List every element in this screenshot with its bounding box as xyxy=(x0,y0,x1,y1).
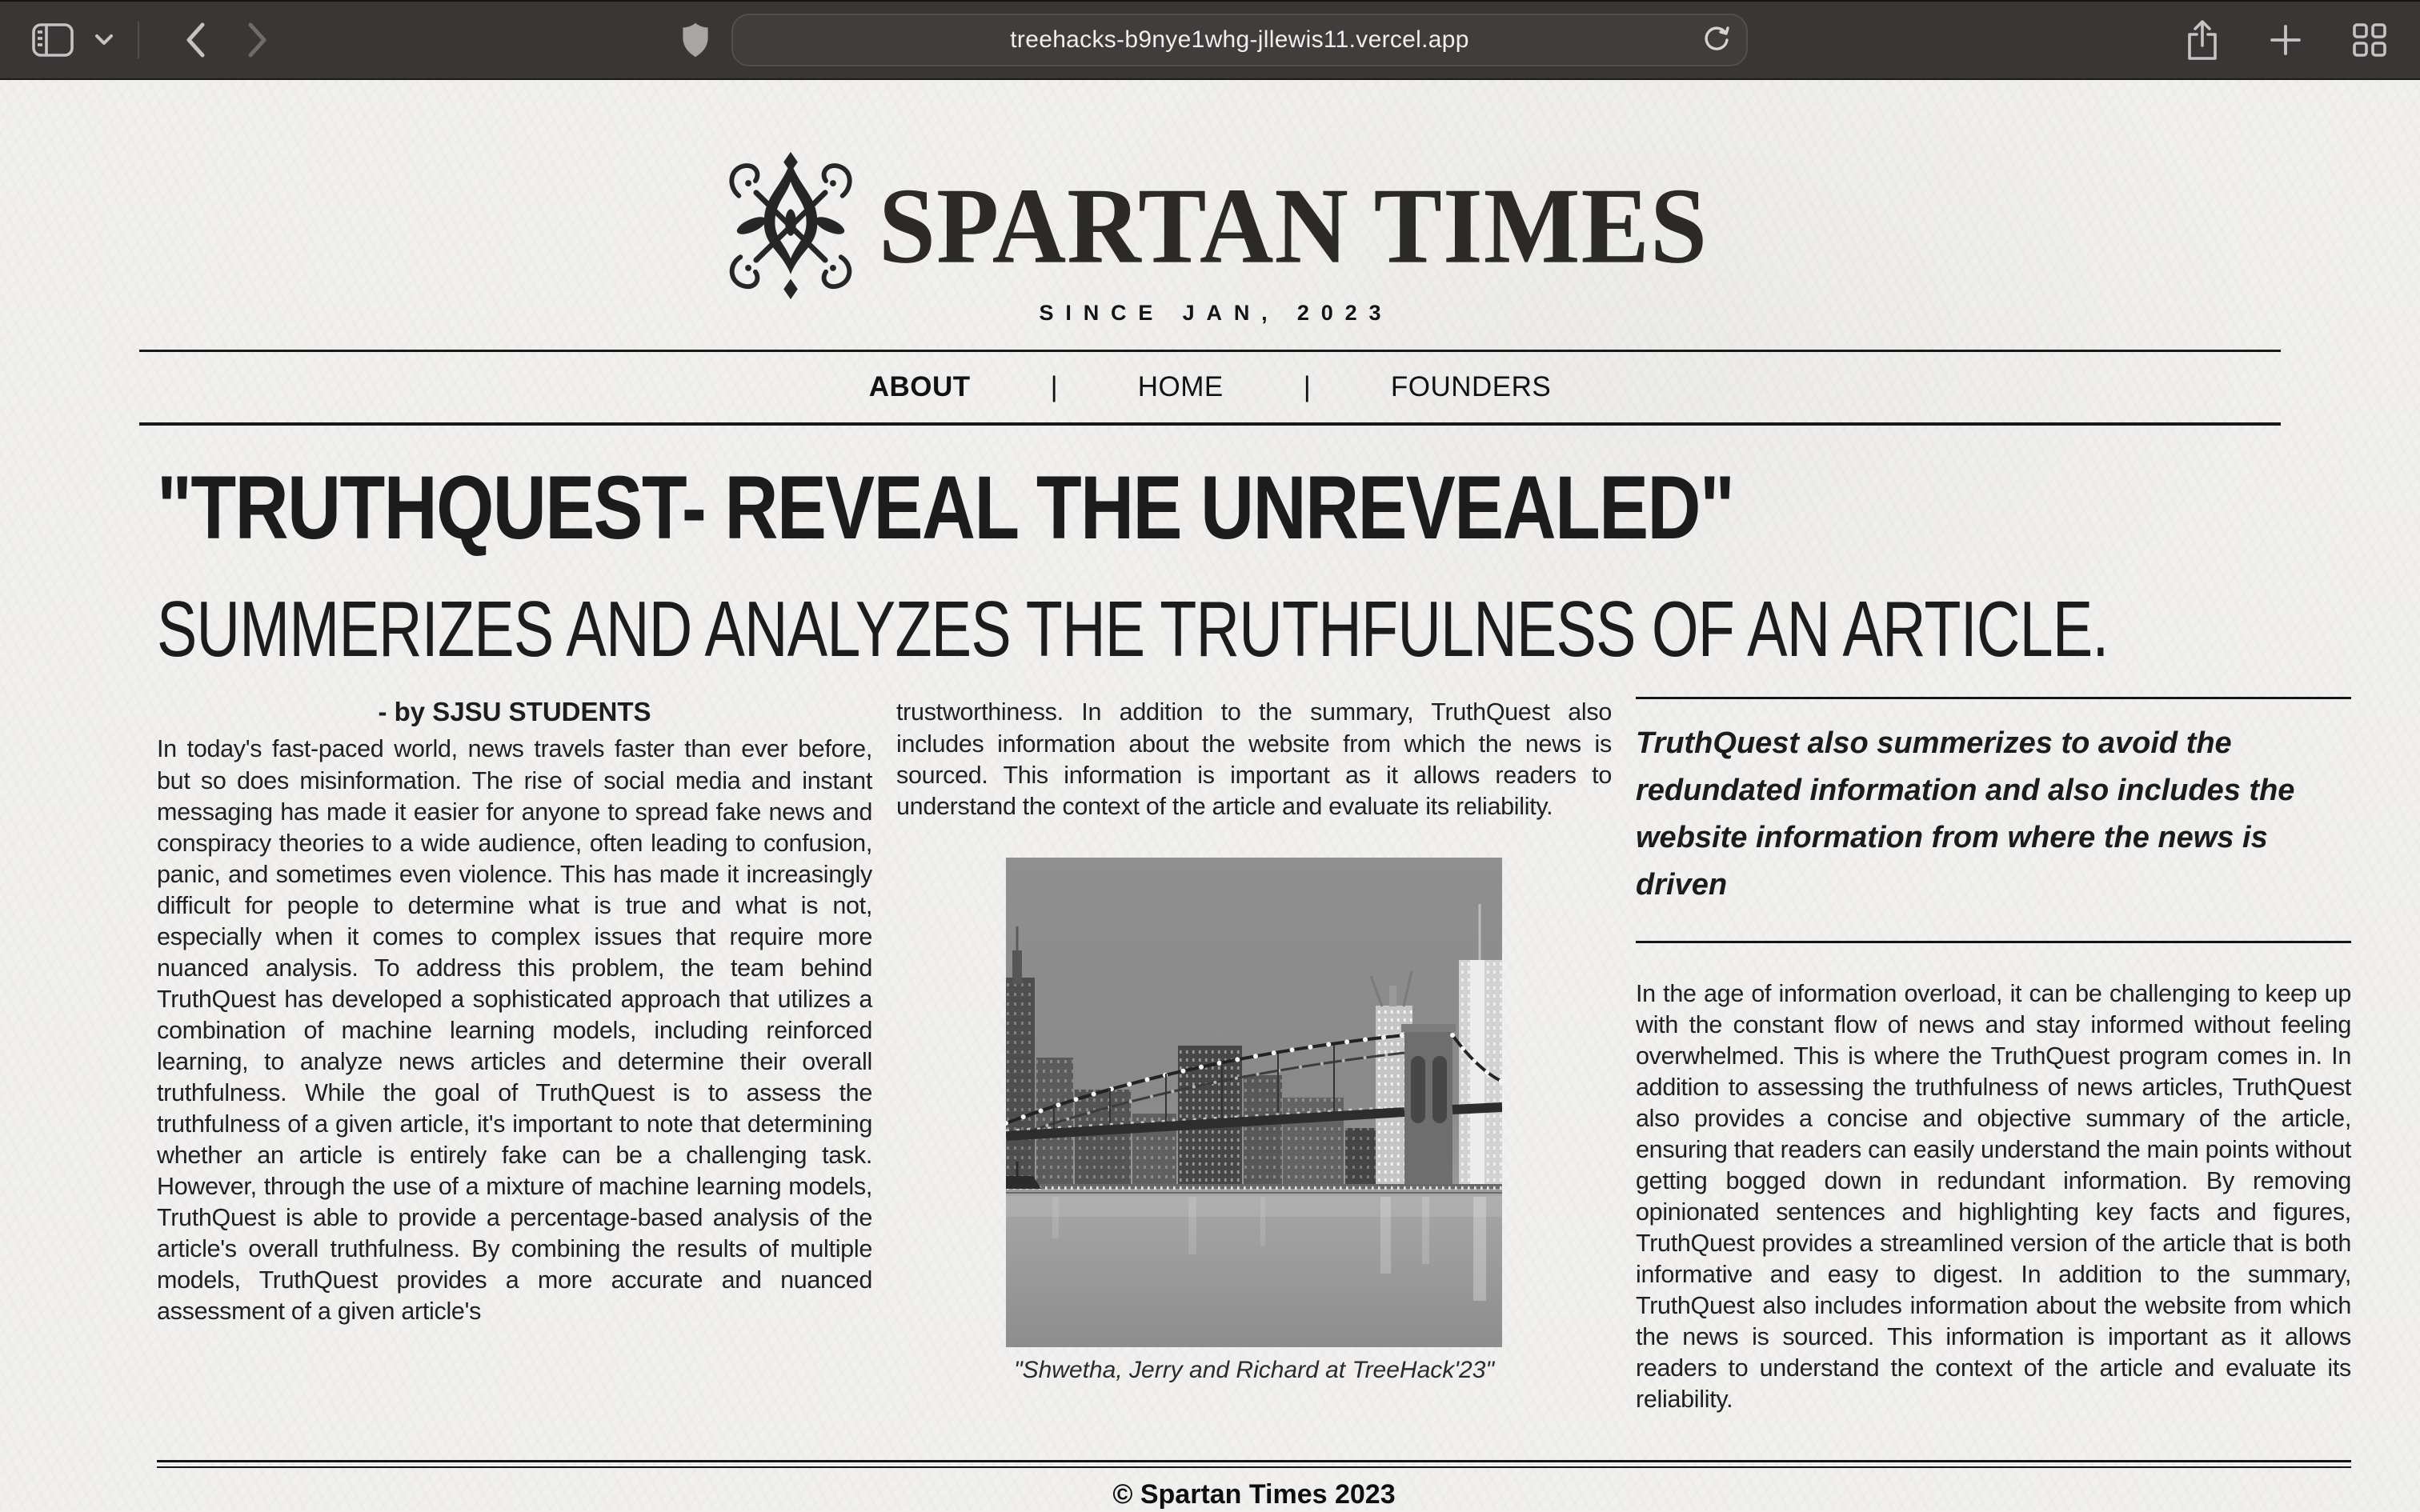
toolbar-right-group xyxy=(2185,18,2388,62)
article-content xyxy=(0,458,2420,1512)
column-2-text: trustworthiness. In addition to the summary, TruthQuest also includes information about the website from which the news is sourced. This information is important as it allows readers to understand the context of the article and evaluate its reliability. xyxy=(896,698,1612,820)
news-photo-figure xyxy=(896,858,1612,1384)
nav-bar xyxy=(139,350,2281,426)
chevron-left-icon xyxy=(184,22,206,58)
share-icon xyxy=(2185,18,2220,62)
forward-button[interactable] xyxy=(246,22,269,58)
grid-icon xyxy=(2351,22,2388,58)
pull-quote: TruthQuest also summerizes to avoid the redundated information and also includes the website information from where the news is driven xyxy=(1636,697,2351,943)
article-columns xyxy=(157,697,2351,1415)
new-tab-button[interactable] xyxy=(2268,22,2303,58)
plus-icon xyxy=(2268,22,2303,58)
chevron-right-icon xyxy=(246,22,269,58)
column-1-text: In today's fast-paced world, news travels faster than ever before, but so does misinformation. The rise of social media and instant messaging has made it easier for anyone to spread fake news and conspiracy theories to a wide audience, often leading to confusion, panic, and sometimes even violence. This has made it increasingly difficult for people to determine what is true and what is not, especially when it comes to complex issues that require more nuanced analysis. To address this problem, the team behind TruthQuest has developed a sophisticated approach that utilizes a combination of machine learning models, including reinforced learning, to analyze news articles and determine their overall truthfulness. While the goal of TruthQuest is to assess the truthfulness of a given article, it's important to note that determining whether an article is entirely fake can be a challenging task. However, through the use of a mixture of machine learning models, TruthQuest is able to provide a percentage-based analysis of the article's overall truthfulness. By combining the results of multiple models, TruthQuest provides a more accurate and nuanced assessment of a given article's xyxy=(157,735,872,1326)
nav-item-about[interactable]: ABOUT xyxy=(868,371,971,402)
reload-icon xyxy=(1701,25,1732,55)
address-bar[interactable] xyxy=(731,14,1748,66)
masthead-tagline: SINCE JAN, 2023 xyxy=(1039,301,1393,325)
photo-caption: "Shwetha, Jerry and Richard at TreeHack'23" xyxy=(1013,1356,1495,1383)
nav-item-founders[interactable]: FOUNDERS xyxy=(1390,371,1552,402)
byline: - by SJSU STUDENTS xyxy=(378,697,651,727)
page-body xyxy=(0,80,2420,1510)
back-button[interactable] xyxy=(184,22,206,58)
page-footer xyxy=(157,1460,2351,1512)
nav-separator: | xyxy=(1303,371,1311,402)
sidebar-expand-button[interactable] xyxy=(94,34,114,46)
nav-item-home[interactable]: HOME xyxy=(1137,371,1224,402)
share-button[interactable] xyxy=(2185,18,2220,62)
chevron-down-icon xyxy=(94,34,114,46)
sidebar-panel-icon xyxy=(32,23,74,57)
article-headline: "TRUTHQUEST- REVEAL THE UNREVEALED" xyxy=(157,458,1734,558)
column-3 xyxy=(1636,697,2351,1415)
masthead-title: SPARTAN TIMES xyxy=(878,165,1709,286)
tab-overview-button[interactable] xyxy=(2351,22,2388,58)
spartan-emblem-logo xyxy=(712,147,869,304)
toolbar-divider xyxy=(138,22,139,58)
reload-button[interactable] xyxy=(1701,25,1732,55)
shield-icon xyxy=(682,22,709,58)
column-2 xyxy=(896,697,1612,1415)
column-3-text: In the age of information overload, it can be challenging to keep up with the constant flow of news and stay informed without feeling overwhelmed. This is where the TruthQuest program comes in. In addition to assessing the truthfulness of news articles, TruthQuest also provides a concise and objective summary of the article, ensuring that readers can easily understand the main points without getting bogged down in redundant information. By removing opinionated sentences and highlighting key facts and figures, TruthQuest provides a streamlined version of the article that is both informative and easy to digest. In addition to the summary, TruthQuest also includes information about the website from which the news is sourced. This information is important as it allows readers to understand the context of the article and evaluate its reliability. xyxy=(1636,980,2351,1414)
copyright-text: © Spartan Times 2023 xyxy=(1112,1479,1396,1510)
footer-rule-top xyxy=(157,1460,2351,1468)
sidebar-toggle-button[interactable] xyxy=(32,23,74,57)
news-photo xyxy=(1006,858,1502,1347)
toolbar-left-group xyxy=(32,22,269,58)
column-1 xyxy=(157,697,872,1415)
browser-toolbar xyxy=(0,0,2420,80)
toolbar-center-group xyxy=(269,14,2161,66)
nav-separator: | xyxy=(1050,371,1058,402)
url-text: treehacks-b9nye1whg-jllewis11.vercel.app xyxy=(1010,26,1469,53)
privacy-shield-button[interactable] xyxy=(682,22,709,58)
masthead xyxy=(0,147,2420,304)
article-subheadline: SUMMERIZES AND ANALYZES THE TRUTHFULNESS OF AN ARTICLE. xyxy=(157,585,2109,674)
